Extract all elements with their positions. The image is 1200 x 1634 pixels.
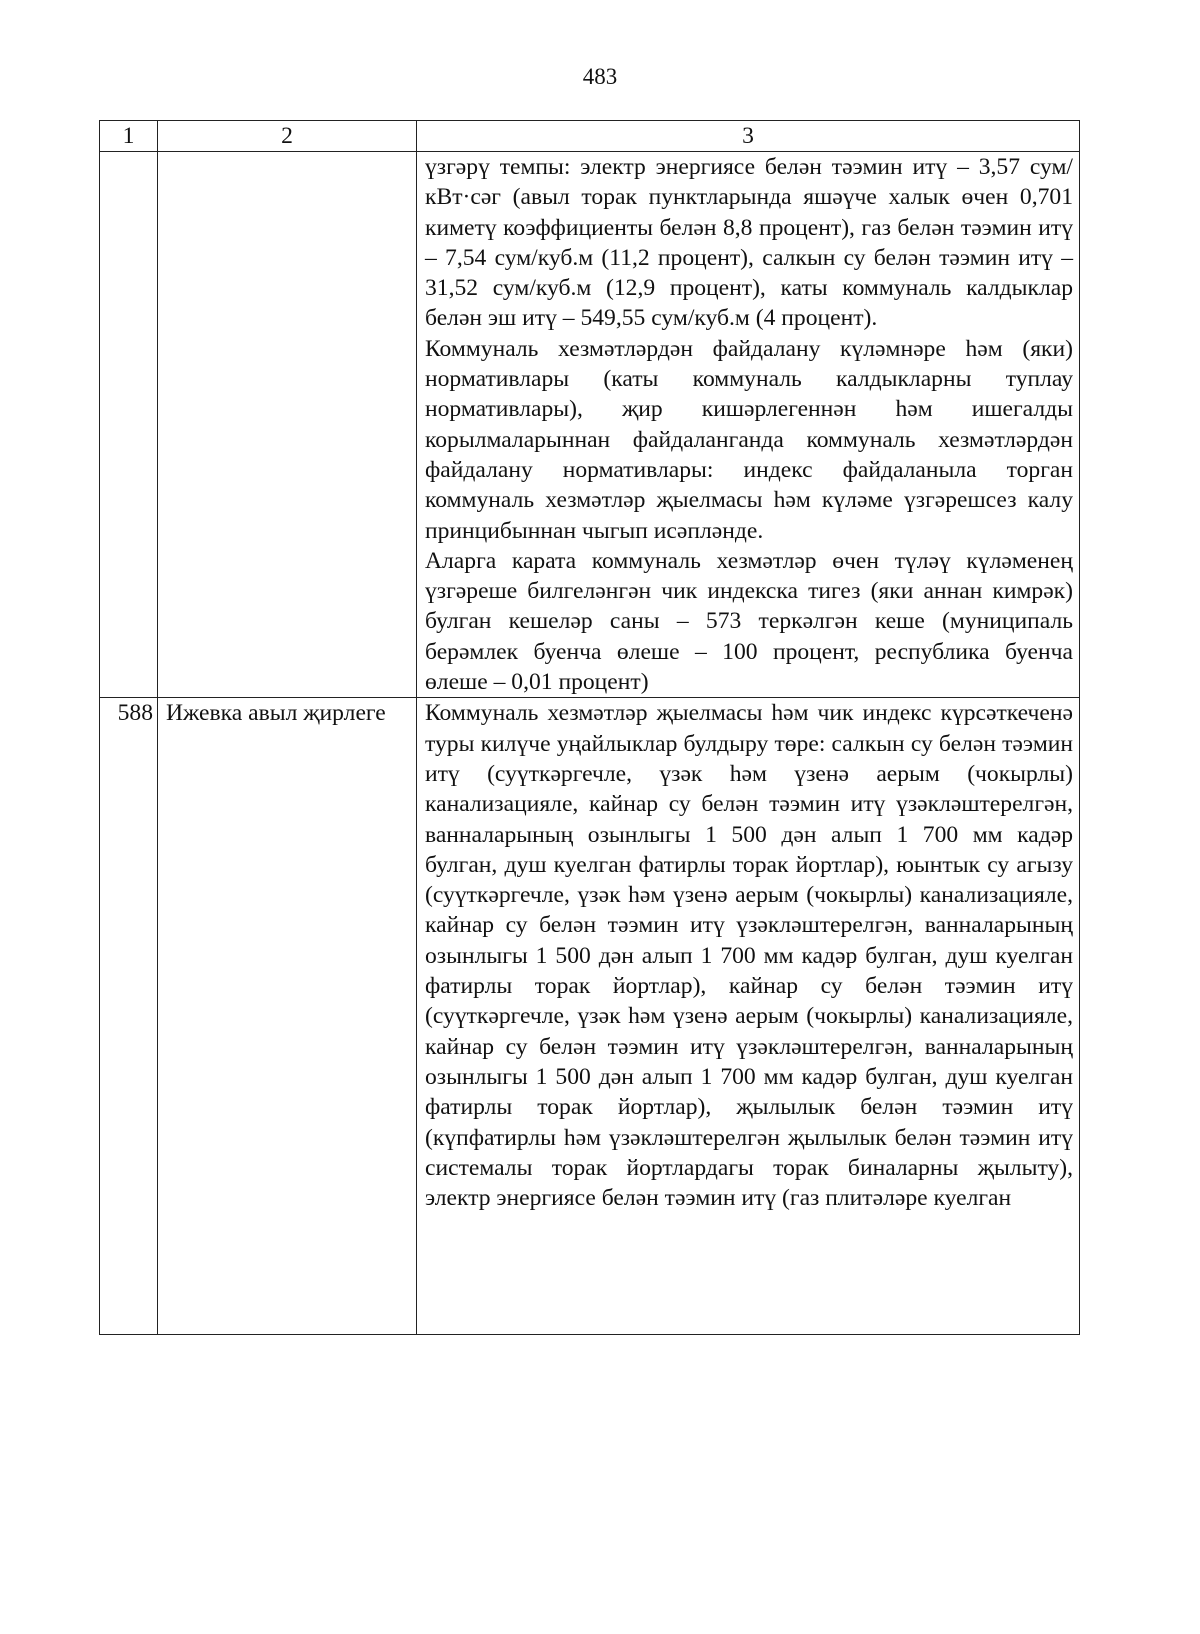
row-paragraph: Коммуналь хезмәтләр җыелмасы һәм чик индекс күрсәткеченә туры килүче уңайлыклар булдыру төре: салкын су белән тәэмин итү (суүткәргечле, үзәк һәм үзенә аерым (чокырлы) канализацияле, кайнар су белән тәэмин итү үзәкләштерелгән, ванналарының озынлыгы 1 500 дән алып 1 700 мм кадәр булган, душ куелган фатирлы торак йортлар), юынтык су агызу (суүткәргечле, үзәк һәм үзенә аерым (чокырлы) канализацияле, кайнар су белән тәэмин итү үзәкләштерелгән, ванналарының озынлыгы 1 500 дән алып 1 700 мм кадәр булган, душ куелган фатирлы торак йортлар), кайнар су белән тәэмин итү (суүткәргечле, үзәк һәм үзенә аерым (чокырлы) канализацияле, кайнар су белән тәэмин итү үзәкләштерелгән, ванналарының озынлыгы 1 500 дән алып 1 700 мм кадәр булган, душ куелган фатирлы торак йортлар), җылылык белән тәэмин итү (күпфатирлы һәм үзәкләштерелгән җылылык белән тәэмин итү системалы торак йортлардагы торак биналарны җылыту), электр энергиясе белән тәэмин итү (газ плитәләре куелган — [425, 700, 1073, 1212]
header-col-3: 3 — [417, 121, 1080, 152]
table-row — [100, 698, 1080, 1335]
row-paragraph: Аларга карата коммуналь хезмәтләр өчен түләү күләменең үзгәреше билгеләнгән чик индекска тигез (яки аннан кимрәк) булган кешеләр саны – 573 теркәлгән кеше (муниципаль берәмлек буенча өлеше – 100 процент, республика буенча өлеше – 0,01 процент) — [425, 547, 1073, 696]
document-table — [99, 120, 1080, 1335]
row-name — [158, 152, 417, 698]
row-paragraph: үзгәрү темпы: электр энергиясе белән тәэмин итү – 3,57 сум/кВт·сәг (авыл торак пунктларында яшәүче халык өчен 0,701 киметү коэффициенты белән 8,8 процент), газ белән тәэмин итү – 7,54 сум/куб.м (11,2 процент), салкын су белән тәэмин итү – 31,52 сум/куб.м (12,9 процент), каты коммуналь калдыклар белән эш итү – 549,55 сум/куб.м (4 процент). — [425, 154, 1073, 332]
table-header-row — [100, 121, 1080, 152]
header-col-2: 2 — [158, 121, 417, 152]
row-number — [100, 152, 158, 698]
table-row — [100, 152, 1080, 698]
header-col-1: 1 — [100, 121, 158, 152]
row-text-clip — [425, 698, 1073, 1334]
row-text — [417, 698, 1080, 1335]
row-paragraph: Коммуналь хезмәтләрдән файдалану күләмнәре һәм (яки) нормативлары (каты коммуналь калдыкларны туплау нормативлары), җир кишәрлегеннән һәм ишегалды корылмаларыннан файдаланганда коммуналь хезмәтләрдән файдалану нормативлары: индекс файдаланыла торган коммуналь хезмәтләр җыелмасы һәм күләме үзгәрешсез калу принцибыннан чыгып исәпләнде. — [425, 335, 1073, 544]
row-text — [417, 152, 1080, 698]
page-number: 483 — [582, 64, 618, 89]
row-number: 588 — [100, 698, 158, 1335]
row-name: Ижевка авыл җирлеге — [158, 698, 417, 1335]
